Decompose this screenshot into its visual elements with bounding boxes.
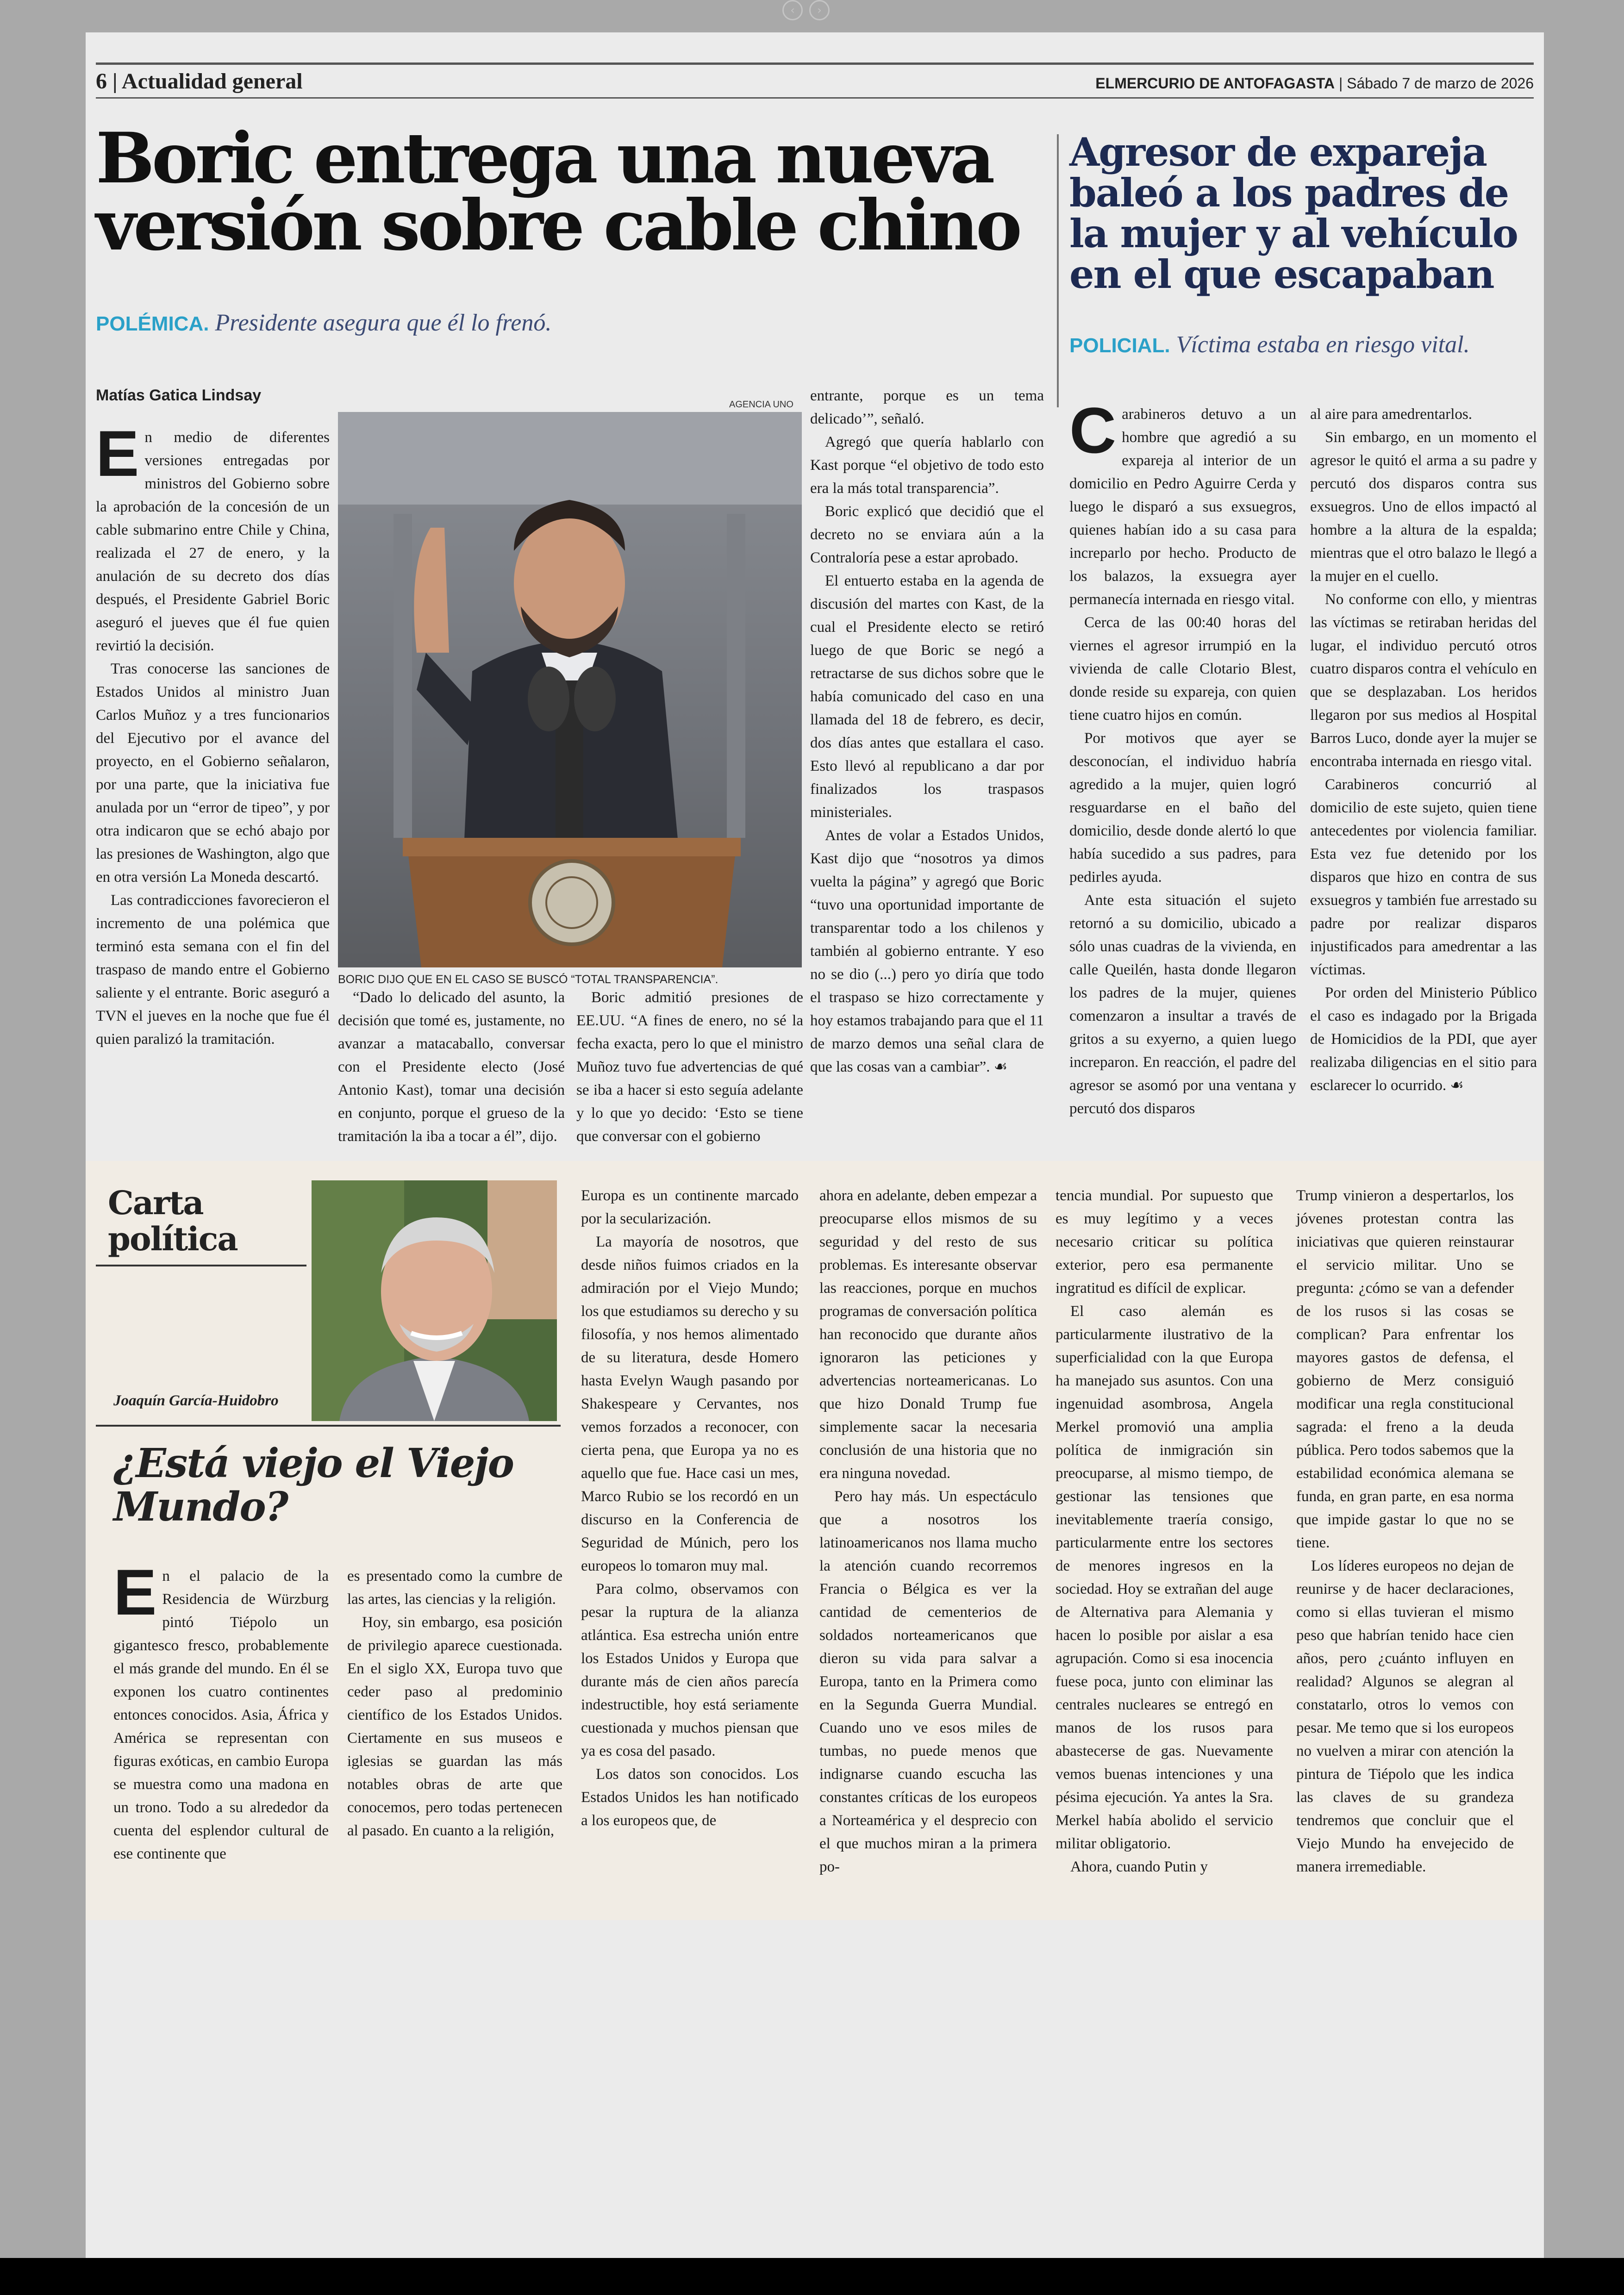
column-name-rule — [96, 1265, 306, 1266]
author-photo — [312, 1180, 557, 1421]
paper-dateline: ELMERCURIO DE ANTOFAGASTA | Sábado 7 de marzo de 2026 — [1095, 75, 1534, 92]
column-divider — [1057, 134, 1059, 407]
boric-photo — [338, 412, 802, 967]
photo-caption: BORIC DIJO QUE EN EL CASO SE BUSCÓ “TOTAL TRANSPARENCIA”. — [338, 973, 718, 986]
opinion-column-4: ahora en adelante, deben empezar a preocuparse ellos mismos de su seguridad y del resto de sus problemas. Es interesante observar las reacciones, porque en muchos programas de conversación política han reconocido que durante años ignoraron las peticiones y advertencias norteamericanas. Lo que hizo Donald Trump fue simplemente sacar la necesaria conclusión de una historia que no era ninguna novedad. Pero hay más. Un espectáculo que a nosotros los latinoamericanos nos llama mucho la atención cuando recorremos Francia o Bélgica es ver la cantidad de cementerios de soldados norteamericanos que dieron su vida para salvar a Europa, tanto en la Primera como en la Segunda Guerra Mundial. Cuando uno ve esos miles de tumbas, no puede menos que indignarse cuando escucha las constantes críticas de los europeos a Norteamérica y el desprecio con el que muchos miran a la primera po- — [819, 1187, 1037, 1875]
secondary-headline: Agresor de expareja baleó a los padres de la mujer y al vehículo en el que escapaban — [1069, 129, 1518, 297]
story1-column-2: “Dado lo delicado del asunto, la decisión que tomé es, justamente, no avanzar a matacaballo, conversar con el Presidente electo (José Antonio Kast), tomar una decisión en conjunto, porque el grueso de la tramitación la iba a tocar a él”, dijo. — [338, 989, 565, 1145]
opinion-column-2: es presentado como la cumbre de las artes, las ciencias y la religión. Hoy, sin embargo, esa posición de privilegio aparece cuestionada. En el siglo XX, Europa tuvo que ceder paso al predominio científico de los Estados Unidos. Ciertamente en sus museos e iglesias se guardan las más notables obras de arte que conocemos, pero todas pertenecen al pasado. En cuanto a la religión, — [347, 1568, 562, 1839]
issue-date: Sábado 7 de marzo de 2026 — [1347, 75, 1534, 92]
next-page-icon[interactable]: › — [809, 0, 830, 20]
prev-page-icon[interactable]: ‹ — [782, 0, 803, 20]
main-kicker: POLÉMICA. Presidente asegura que él lo frenó. — [96, 310, 552, 336]
opinion-column-1: En el palacio de la Residencia de Würzburg pintó Tiépolo un gigantesco fresco, probablemente el más grande del mundo. En él se exponen los cuatro continentes entonces conocidos. Asia, África y América se representan con figuras exóticas, en cambio Europa se muestra como una madona en un trono. Todo a su alrededor da cuenta del esplendor cultural de ese continente que — [113, 1556, 329, 1862]
main-headline: Boric entrega una nueva versión sobre cable chino — [96, 118, 1019, 266]
page-nav-dots — [782, 0, 843, 19]
secondary-kicker: POLICIAL. Víctima estaba en riesgo vital. — [1069, 331, 1470, 358]
byline: Matías Gatica Lindsay — [96, 387, 262, 404]
opinion-author: Joaquín García-Huidobro — [113, 1392, 279, 1409]
newspaper-page — [86, 32, 1544, 2282]
opinion-headline: ¿Está viejo el Viejo Mundo? — [113, 1440, 513, 1530]
viewer-bottom-bar — [0, 2258, 1624, 2295]
opinion-column-5: tencia mundial. Por supuesto que es muy legítimo y a veces necesario criticar su política exterior, pero esa permanente ingratitud es difícil de explicar. El caso alemán es particularmente ilustrativo de la superficialidad con la que Europa ha manejado sus asuntos. Con una ingenuidad asombrosa, Angela Merkel promovió una amplia política de inmigración sin preocuparse, al mismo tiempo, de gestionar las tensiones que inevitablemente traería consigo, particularmente entre los sectores de menores ingresos en la sociedad. Hoy se extrañan del auge de Alternativa para Alemania y hacen lo posible por aislar a esa agrupación. Como si esa inocencia fuese poca, junto con eliminar las centrales nucleares se entregó en manos de los rusos para abastecerse de gas. Nuevamente vemos buenas intenciones y una pésima ejecución. Ya antes la Sra. Merkel había abolido el servicio militar obligatorio. Ahora, cuando Putin y — [1056, 1187, 1273, 1875]
story1-column-3: Boric admitió presiones de EE.UU. “A fines de enero, no sé la fecha exacta, pero lo que el ministro Muñoz tuvo fue advertencias de qué se iba a hacer si esto seguía adelante y lo que yo decido: ‘Esto se tiene que conversar con el gobierno — [576, 989, 803, 1145]
opinion-column-6: Trump vinieron a despertarlos, los jóvenes protestan contra las iniciativas que quieren reinstaurar el servicio militar. Uno se pregunta: ¿cómo se van a defender de los rusos si las cosas se complican? Para enfrentar los mayores gastos de defensa, el gobierno de Merz consiguió modificar una regla constitucional sagrada: el freno a la deuda pública. Pero todos sabemos que la estabilidad económica alemana se funda, en gran parte, en esa norma que impide gastar lo que no se tiene. Los líderes europeos no dejan de reunirse y de hacer declaraciones, como si ellas tuvieran el mismo peso que habrían tenido hace cien años, pero ¿cuánto influyen en realidad? Algunos se alegran al constatarlo, otros lo vemos con pesar. Me temo que si los europeos no vuelven a mirar con atención la pintura de Tiépolo que les indica las claves de su grandeza tendremos que concluir que el Viejo Mundo ha envejecido de manera irremediable. — [1296, 1187, 1514, 1875]
column-name: Carta política — [108, 1184, 237, 1258]
story2-column-1: Carabineros detuvo a un hombre que agredió a su expareja al interior de un domicilio en Pedro Aguirre Cerda y luego le disparó a sus exsuegros, quienes habían ido a su casa para increparlo por hecho. Producto de los balazos, la exsuegra ayer permanecía internada en riesgo vital. Cerca de las 00:40 horas del viernes el agresor irrumpió en la vivienda de calle Clotario Blest, donde reside su expareja, con quien tiene cuatro hijos en común. Por motivos que ayer se desconocían, el individuo habría agredido a la mujer, quien logró resguardarse en el baño del domicilio, desde donde alertó lo que había sucedido a sus padres, para pedirles ayuda. Ante esta situación el sujeto retornó a su domicilio, ubicado a sólo unas cuadras de la vivienda, en calle Queilén, hasta donde llegaron los padres de la mujer, quienes comenzaron a insultar a través de gritos a su exyerno, a quien luego increparon. En reacción, el padre del agresor se asomó por una ventana y percutó dos disparos — [1069, 394, 1296, 1117]
section-label: 6 | Actualidad general — [96, 69, 303, 94]
headline-rule — [96, 1425, 561, 1427]
story1-column-1: En medio de diferentes versiones entregadas por ministros del Gobierno sobre la aprobación de la concesión de un cable submarino entre Chile y China, realizada el 27 de enero, y la anulación de su decreto dos días después, el Presidente Gabriel Boric aseguró el jueves que él fue quien revirtió la decisión. Tras conocerse las sanciones de Estados Unidos al ministro Juan Carlos Muñoz y a tres funcionarios del Ejecutivo por el avance del proyecto, en el Gobierno señalaron, por una parte, que la iniciativa fue anulada por un “error de tipeo”, y por otra indicaron que se echó abajo por las presiones de Washington, algo que en otra versión La Moneda descartó. Las contradicciones favorecieron el incremento de una polémica que terminó esta semana con el fin del traspaso de mando entre el Gobierno saliente y el entrante. Boric aseguró a TVN el jueves en la noche que fue él quien paralizó la tramitación. — [96, 417, 330, 1048]
story1-column-4: entrante, porque es un tema delicado’”, señaló. Agregó que quería hablarlo con Kast porque “el objetivo de todo esto era la más total transparencia”. Boric explicó que decidió que el decreto no se enviara aún a la Contraloría pese a estar aprobado. El entuerto estaba en la agenda de discusión del martes con Kast, de la cual el Presidente electo se retiró luego de que Boric se negó a retractarse de sus dichos sobre que le había comunicado del caso en una llamada del 18 de febrero, es decir, dos días antes que estallara el caso. Esto llevó al republicano a dar por finalizados los traspasos ministeriales. Antes de volar a Estados Unidos, Kast dijo que “nosotros ya dimos vuelta la página” y agregó que Boric “tuvo una oportunidad importante de transparentar todo a los chilenos y también al gobierno entrante. Y eso no se dio (...) pero yo diría que todo el traspaso se hizo correctamente y hoy estamos trabajando para que el 11 de marzo demos una señal clara de que las cosas van a cambiar”. ☙ — [810, 387, 1044, 1075]
photo-credit: AGENCIA UNO — [729, 399, 793, 410]
story2-column-2: al aire para amedrentarlos. Sin embargo, en un momento el agresor le quitó el arma a su padre y percutó dos disparos contra sus exsuegros. Uno de ellos impactó al hombre a la altura de la espalda; mientras que el otro balazo le llegó a la mujer en el cuello. No conforme con ello, y mientras las víctimas se retiraban heridas del lugar, el individuo percutó otros cuatro disparos contra el vehículo en que se desplazaban. Los heridos llegaron por sus medios al Hospital Barros Luco, donde ayer la mujer se encontraba internada en riesgo vital. Carabineros concurrió al domicilio de este sujeto, quien tiene antecedentes por violencia familiar. Esta vez fue detenido por los disparos que hizo en contra de sus exsuegros y también fue arrestado su padre por realizar disparos injustificados para amedrentar a las víctimas. Por orden del Ministerio Público el caso es indagado por la Brigada de Homicidios de la PDI, que ayer realizaba diligencias en el sitio para esclarecer lo ocurrido. ☙ — [1310, 406, 1537, 1094]
page-header — [96, 62, 1534, 99]
opinion-column-3: Europa es un continente marcado por la secularización. La mayoría de nosotros, que desde niños fuimos criados en la admiración por el Viejo Mundo; los que estudiamos su derecho y su filosofía, y nos hemos alimentado de su literatura, desde Homero hasta Evelyn Waugh pasando por Shakespeare y Cervantes, nos vemos forzados a reconocer, con cierta pena, que Europa ya no es aquello que fue. Hace casi un mes, Marco Rubio se los recordó en un discurso en la Conferencia de Seguridad de Múnich, pero los europeos lo tomaron muy mal. Para colmo, observamos con pesar la ruptura de la alianza atlántica. Esa estrecha unión entre los Estados Unidos y Europa que durante más de cien años parecía indestructible, hoy está seriamente cuestionada y muchos piensan que ya es cosa del pasado. Los datos son conocidos. Los Estados Unidos les han notificado a los europeos que, de — [581, 1187, 799, 1829]
paper-name: ELMERCURIO DE ANTOFAGASTA — [1095, 75, 1335, 92]
